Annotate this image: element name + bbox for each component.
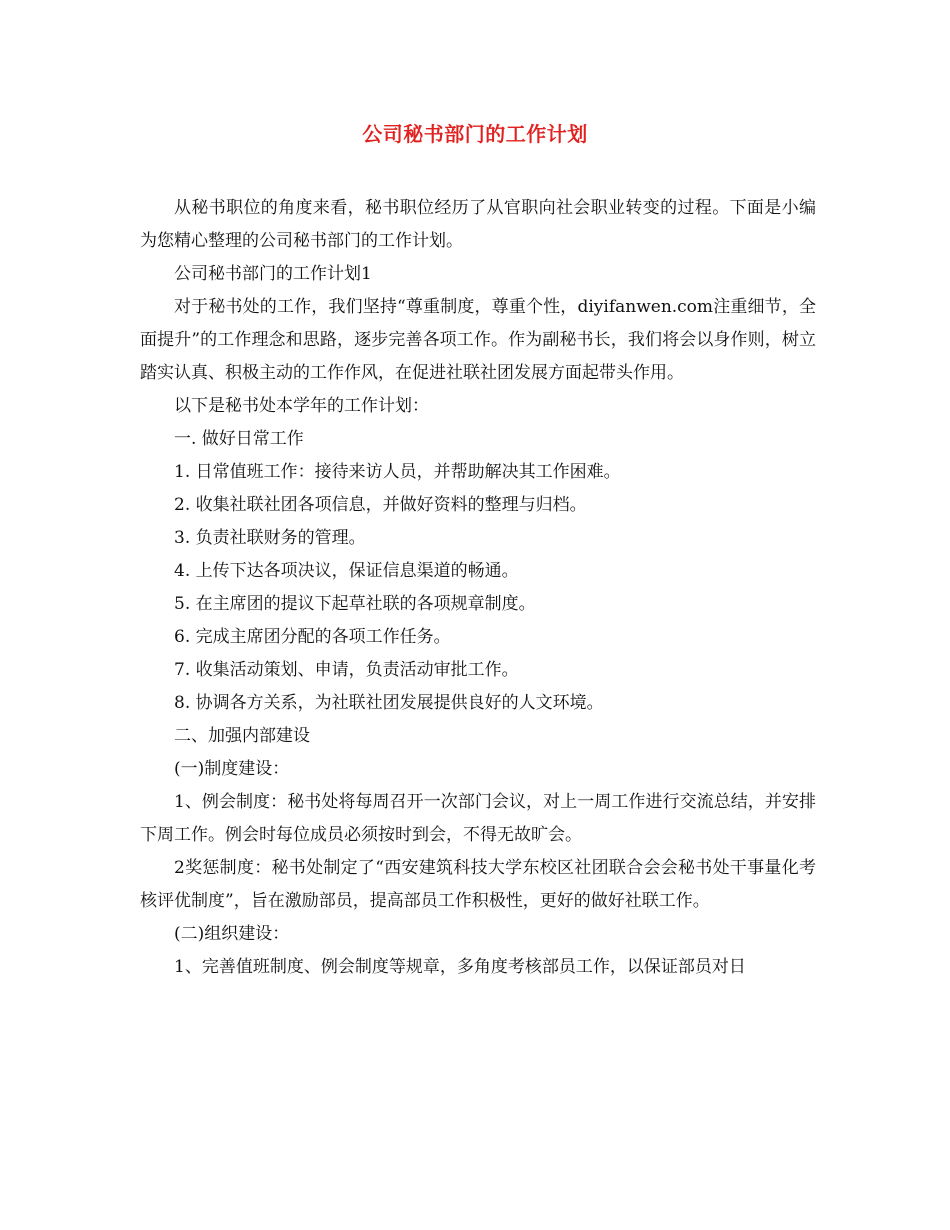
subsection-heading: (二)组织建设： — [174, 924, 290, 944]
subsection-heading: (一)制度建设： — [174, 759, 290, 779]
paragraph: 从秘书职位的角度来看，秘书职位经历了从官职向社会职业转变的过程。下面是小编为您精心整理的公司秘书部门的工作计划。 — [140, 198, 816, 251]
section-heading: 二、加强内部建设 — [174, 726, 310, 746]
section-heading: 一. 做好日常工作 — [174, 429, 304, 449]
list-item: 2. 收集社联社团各项信息，并做好资料的整理与归档。 — [174, 495, 587, 515]
document-title: 公司秘书部门的工作计划 — [362, 122, 588, 146]
list-item: 1. 日常值班工作：接待来访人员，并帮助解决其工作困难。 — [174, 462, 621, 482]
paragraph: 以下是秘书处本学年的工作计划： — [174, 396, 429, 416]
paragraph: 公司秘书部门的工作计划1 — [174, 264, 372, 284]
list-item: 6. 完成主席团分配的各项工作任务。 — [174, 627, 451, 647]
paragraph: 对于秘书处的工作，我们坚持“尊重制度，尊重个性，diyifanwen.com注重细节，全面提升”的工作理念和思路，逐步完善各项工作。作为副秘书长，我们将会以身作则，树立踏实认真、积极主动的工作作风，在促进社联社团发展方面起带头作用。 — [140, 297, 816, 383]
paragraph: 2奖惩制度：秘书处制定了“西安建筑科技大学东校区社团联合会会秘书处干事量化考核评优制度”，旨在激励部员，提高部员工作积极性，更好的做好社联工作。 — [140, 858, 816, 911]
paragraph: 1、例会制度：秘书处将每周召开一次部门会议，对上一周工作进行交流总结，并安排下周工作。例会时每位成员必须按时到会，不得无故旷会。 — [140, 792, 816, 845]
list-item: 8. 协调各方关系，为社联社团发展提供良好的人文环境。 — [174, 693, 604, 713]
list-item: 7. 收集活动策划、申请，负责活动审批工作。 — [174, 660, 519, 680]
document-body — [140, 192, 816, 984]
list-item: 4. 上传下达各项决议，保证信息渠道的畅通。 — [174, 561, 519, 581]
list-item: 5. 在主席团的提议下起草社联的各项规章制度。 — [174, 594, 536, 614]
list-item: 3. 负责社联财务的管理。 — [174, 528, 366, 548]
paragraph: 1、完善值班制度、例会制度等规章，多角度考核部员工作，以保证部员对日 — [174, 957, 746, 977]
